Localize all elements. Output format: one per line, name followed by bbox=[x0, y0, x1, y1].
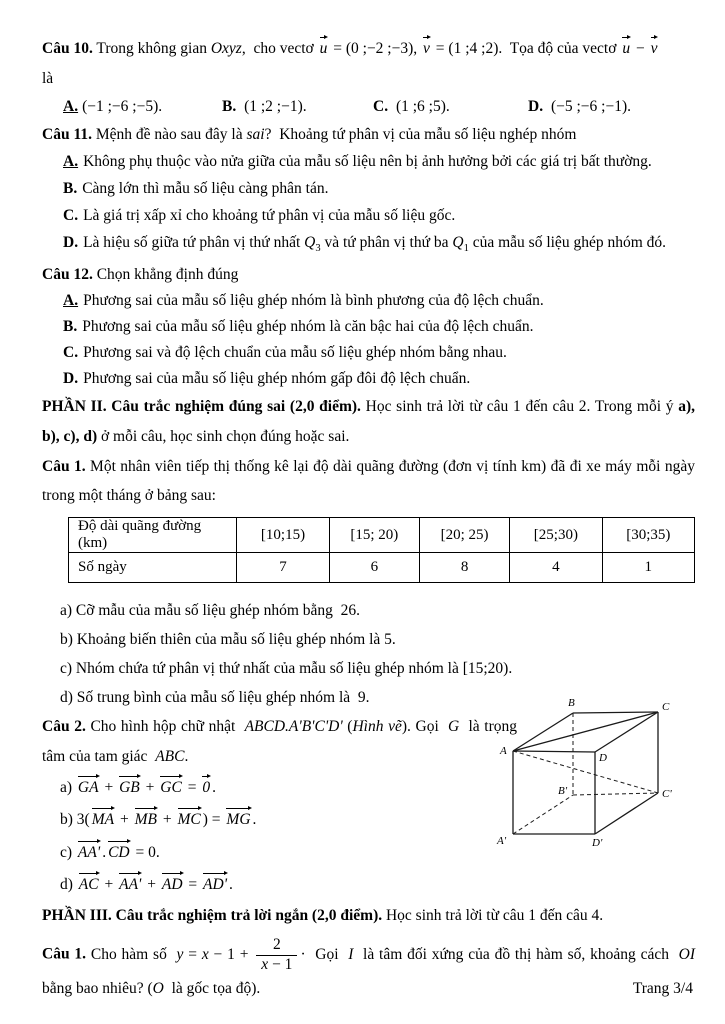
option-a-label: A. bbox=[63, 292, 79, 310]
item-a-label: a) bbox=[60, 779, 73, 797]
option-d-label: D. bbox=[63, 234, 79, 251]
option-d-label: D. bbox=[528, 98, 544, 115]
item-d-text: Số trung bình của mẫu số liệu ghép nhóm là 9. bbox=[76, 689, 370, 707]
item-a-label: a) bbox=[60, 602, 73, 620]
option-d-text: (−5 ;−6 ;−1). bbox=[550, 98, 631, 115]
question-10-options bbox=[42, 93, 695, 121]
option-c-text: (1 ;6 ;5). bbox=[395, 98, 450, 115]
vertex-label-c-prime: C' bbox=[662, 788, 672, 800]
vertex-label-c: C bbox=[662, 701, 670, 713]
vertex-label-a-prime: A' bbox=[497, 835, 507, 847]
item-c-text: Nhóm chứa tứ phân vị thứ nhất của mẫu số liệu ghép nhóm là [15;20). bbox=[75, 660, 513, 678]
distance-frequency-table bbox=[68, 517, 695, 583]
question-10 bbox=[42, 32, 695, 65]
item-d-label: d) bbox=[60, 689, 73, 707]
table-cell: [10;15) bbox=[237, 518, 329, 553]
item-b-label: b) bbox=[60, 811, 73, 829]
question-10-option-a bbox=[63, 93, 222, 121]
p2-q2-item-d bbox=[42, 869, 695, 900]
question-12-option-d bbox=[42, 366, 695, 392]
option-d-text: Phương sai của mẫu số liệu ghép nhóm gấp đôi độ lệch chuẩn. bbox=[83, 370, 471, 388]
item-b-label: b) bbox=[60, 631, 73, 649]
table-cell: 7 bbox=[237, 553, 329, 583]
table-cell: [20; 25) bbox=[419, 518, 509, 553]
option-c-text: Là giá trị xấp xỉ cho khoảng tứ phân vị của mẫu số liệu gốc. bbox=[83, 207, 456, 224]
table-cell: [15; 20) bbox=[329, 518, 419, 553]
question-11 bbox=[42, 121, 695, 148]
option-c-label: C. bbox=[63, 344, 79, 362]
item-c-text: AA' . CD = 0. bbox=[77, 844, 160, 862]
question-12-label: Câu 12. bbox=[42, 266, 93, 284]
p3-question-1-text: Cho hàm số y = x − 1 + $\frac{2}{x - 1}$ · Gọi I là tâm đối xứng của đồ thị hàm số, khoảng cách OI bằng bao nhiêu? (O là gốc tọa độ). bbox=[42, 936, 696, 998]
vertex-label-d-prime: D' bbox=[592, 837, 603, 849]
item-a-text: GA + GB + GC = 0 . bbox=[77, 779, 216, 797]
question-11-option-a bbox=[42, 148, 695, 175]
option-c-label: C. bbox=[63, 207, 79, 224]
item-a-text: Cỡ mẫu của mẫu số liệu ghép nhóm bằng 26. bbox=[75, 602, 361, 620]
vertex-label-a: A bbox=[500, 745, 507, 757]
item-d-text: AC + AA' + AD = AD' . bbox=[78, 876, 233, 894]
question-12 bbox=[42, 262, 695, 288]
option-c-text: Phương sai và độ lệch chuẩn của mẫu số liệu ghép nhóm bằng nhau. bbox=[83, 344, 507, 362]
table-cell: 6 bbox=[329, 553, 419, 583]
option-b-label: B. bbox=[63, 180, 78, 197]
question-12-option-a bbox=[42, 288, 695, 314]
p2-question-1-text: Một nhân viên tiếp thị thống kê lại độ dài quãng đường (đơn vị tính km) đã đi xe máy mỗi ngày trong một tháng ở bảng sau: bbox=[42, 458, 695, 505]
item-d-label: d) bbox=[60, 876, 73, 894]
table-header-distance: Độ dài quãng đường (km) bbox=[69, 518, 237, 553]
p2-q1-item-a bbox=[42, 596, 695, 625]
question-10-option-d bbox=[528, 93, 631, 121]
question-10-option-c bbox=[373, 93, 528, 121]
p2-question-2-text: Cho hình hộp chữ nhật ABCD.A'B'C'D' (Hình vẽ). Gọi G là trọng tâm của tam giác ABC. bbox=[42, 718, 517, 766]
option-b-text: Càng lớn thì mẫu số liệu càng phân tán. bbox=[82, 180, 329, 197]
item-b-text: Khoảng biến thiên của mẫu số liệu ghép nhóm là 5. bbox=[76, 631, 396, 649]
vertex-label-d: D bbox=[599, 752, 607, 764]
option-d-label: D. bbox=[63, 370, 79, 388]
option-b-label: B. bbox=[63, 318, 78, 336]
option-b-text: (1 ;2 ;−1). bbox=[244, 98, 307, 115]
question-11-text: Mệnh đề nào sau đây là sai? Khoảng tứ phân vị của mẫu số liệu nghép nhóm bbox=[91, 126, 577, 143]
item-c-label: c) bbox=[60, 660, 73, 678]
rectangular-box-figure bbox=[492, 684, 720, 868]
p2-question-1 bbox=[42, 452, 695, 510]
question-10-label: Câu 10. bbox=[42, 40, 93, 57]
page-number: Trang 3/4 bbox=[632, 980, 693, 997]
p2-q1-item-b bbox=[42, 625, 695, 654]
question-11-option-d bbox=[42, 229, 695, 262]
option-a-label: A. bbox=[63, 98, 79, 115]
question-11-label: Câu 11. bbox=[42, 126, 92, 143]
option-b-text: Phương sai của mẫu số liệu ghép nhóm là căn bậc hai của độ lệch chuẩn. bbox=[82, 318, 534, 336]
table-row bbox=[69, 518, 695, 553]
part-2-heading: PHẦN II. Câu trắc nghiệm đúng sai (2,0 điểm). Học sinh trả lời từ câu 1 đến câu 2. Trong mỗi ý a), b), c), d) ở mỗi câu, học sinh chọn đúng hoặc sai. bbox=[42, 398, 695, 446]
p3-question-1 bbox=[42, 936, 695, 1004]
table-cell: 1 bbox=[602, 553, 694, 583]
option-b-label: B. bbox=[222, 98, 237, 115]
item-b-text: 3( MA + MB + MC ) = MG . bbox=[76, 811, 257, 829]
item-c-label: c) bbox=[60, 844, 73, 862]
option-c-label: C. bbox=[373, 98, 389, 115]
question-12-text: Chọn khẳng định đúng bbox=[92, 266, 239, 284]
question-11-option-c bbox=[42, 202, 695, 229]
question-11-option-b bbox=[42, 175, 695, 202]
p2-question-1-label: Câu 1. bbox=[42, 458, 86, 476]
table-row bbox=[69, 553, 695, 583]
vertex-label-b-prime: B' bbox=[558, 785, 568, 797]
option-d-text: Là hiệu số giữa tứ phân vị thứ nhất $Q_3$ và tứ phân vị thứ ba $Q_1$ của mẫu số liệu ghép nhóm đó. bbox=[83, 234, 666, 255]
p2-question-2 bbox=[42, 712, 517, 772]
table-header-days: Số ngày bbox=[69, 553, 237, 583]
question-10-option-b bbox=[222, 93, 373, 121]
question-12-option-b bbox=[42, 314, 695, 340]
table-cell: 4 bbox=[510, 553, 602, 583]
table-cell: 8 bbox=[419, 553, 509, 583]
option-a-text: Phương sai của mẫu số liệu ghép nhóm là bình phương của độ lệch chuẩn. bbox=[83, 292, 544, 310]
p3-question-1-label: Câu 1. bbox=[42, 945, 87, 963]
part-3-heading: PHẦN III. Câu trắc nghiệm trả lời ngắn (2,0 điểm). Học sinh trả lời từ câu 1 đến câu 4. bbox=[42, 907, 604, 925]
option-a-text: Không phụ thuộc vào nửa giữa của mẫu số liệu nên bị ảnh hưởng bởi các giá trị bất thường. bbox=[83, 153, 652, 170]
question-12-option-c bbox=[42, 340, 695, 366]
p2-question-2-label: Câu 2. bbox=[42, 718, 86, 736]
p2-q1-item-c bbox=[42, 654, 695, 683]
vertex-label-b: B bbox=[568, 697, 575, 709]
question-10-text-line2: là bbox=[42, 70, 54, 87]
table-cell: [25;30) bbox=[510, 518, 602, 553]
option-a-label: A. bbox=[63, 153, 79, 170]
option-a-text: (−1 ;−6 ;−5). bbox=[82, 98, 163, 115]
table-cell: [30;35) bbox=[602, 518, 694, 553]
question-10-text: Trong không gian Oxyz, cho vectơ u = (0 ;−2 ;−3), v = (1 ;4 ;2). Tọa độ của vectơ u − v bbox=[92, 40, 658, 57]
